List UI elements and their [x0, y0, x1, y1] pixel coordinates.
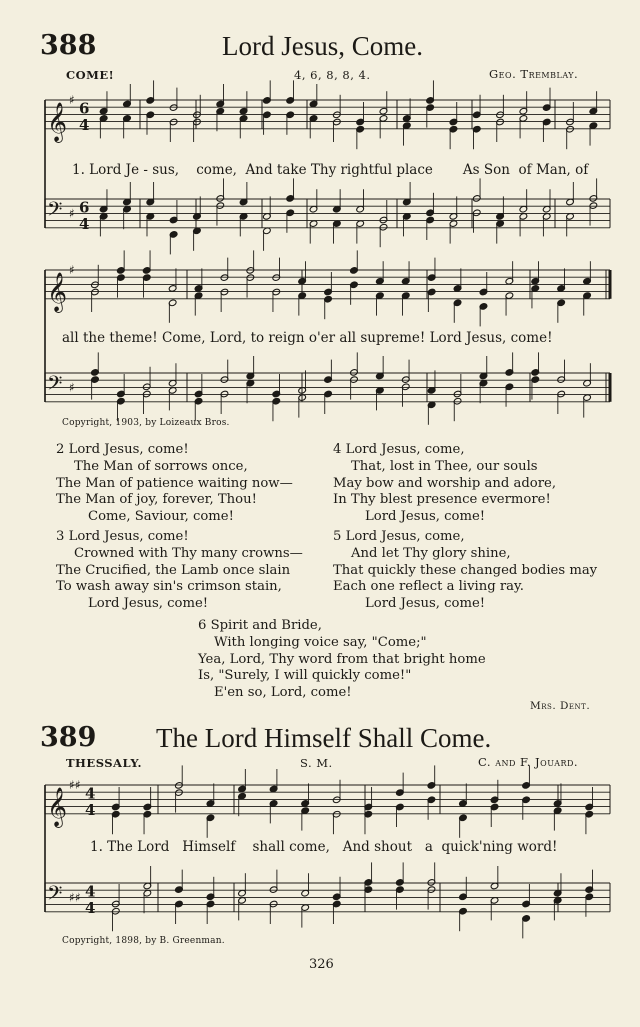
sharp-glyph: ♯ [69, 93, 75, 107]
hymn-number: 388 [40, 30, 97, 61]
verse-line: 2 Lord Jesus, come! [56, 442, 189, 457]
verse-line: Crowned with Thy many crowns— [74, 545, 303, 561]
time-signature-glyph: 4 [85, 882, 96, 901]
verse-line: Lord Jesus, come! [365, 509, 486, 525]
hymn-title: The Lord Himself Shall Come. [156, 723, 492, 753]
hymn-number: 389 [40, 722, 97, 753]
verse-line: The Crucified, the Lamb once slain [56, 562, 291, 578]
verse-line: The Man of joy, forever, Thou! [56, 492, 257, 508]
copyright: Copyright, 1898, by B. Greenman. [62, 936, 225, 946]
verse-line: In Thy blest presence evermore! [333, 492, 551, 508]
verse-line: Is, "Surely, I will quickly come!" [198, 668, 412, 684]
verse-6 [198, 618, 486, 702]
verse-line: To wash away sin's crimson stain, [56, 579, 282, 595]
lyric-line: 1. The Lord Himself shall come, And shout a quick'ning word! [90, 839, 558, 855]
sharp-glyph: ♯ [69, 890, 75, 905]
verse-line: Come, Saviour, come! [88, 509, 234, 525]
verse-line: Lord Jesus, come! [88, 596, 209, 612]
sharp-glyph: ♯ [69, 380, 75, 395]
verse-line: With longing voice say, "Come;" [214, 634, 427, 650]
verse-line: 6 Spirit and Bride, [198, 618, 322, 633]
verse-4 [333, 442, 556, 526]
meter: S. M. [300, 756, 333, 770]
tune-name: THESSALY. [66, 756, 143, 770]
sharp-glyph: ♯ [69, 263, 75, 277]
tune-name: COME! [66, 68, 115, 82]
verse-line: And let Thy glory shine, [351, 545, 511, 561]
hymn-title: Lord Jesus, Come. [222, 31, 423, 61]
sharp-glyph: ♯ [75, 890, 81, 905]
page-number: 326 [309, 957, 334, 972]
time-signature-glyph: 4 [85, 784, 96, 803]
composer: Geo. Tremblay. [489, 67, 579, 81]
time-signature-glyph: 6 [79, 198, 90, 217]
lyric-line: 1. Lord Je - sus, come, And take Thy rightful place As Son of Man, of [72, 162, 589, 178]
bass-clef-glyph: 𝄢 [47, 881, 63, 910]
verse-2 [56, 442, 293, 526]
bass-clef-glyph: 𝄢 [47, 371, 63, 400]
treble-clef-glyph: 𝄞 [47, 271, 68, 312]
time-signature-glyph: 4 [85, 800, 96, 819]
verse-line: The Man of sorrows once, [74, 458, 248, 474]
time-signature-glyph: 4 [85, 898, 96, 917]
verse-line: Lord Jesus, come! [365, 596, 486, 612]
composer: C. and F. Jouard. [478, 755, 579, 769]
verse-line: May bow and worship and adore, [333, 475, 557, 491]
copyright: Copyright, 1903, by Loizeaux Bros. [62, 418, 230, 428]
verse-line: 4 Lord Jesus, come, [333, 442, 465, 457]
verse-line: 3 Lord Jesus, come! [56, 529, 189, 544]
treble-clef-glyph: 𝄞 [47, 101, 68, 142]
verse-line: Yea, Lord, Thy word from that bright home [198, 651, 486, 667]
meter: 4, 6, 8, 8, 4. [294, 68, 371, 82]
author: Mrs. Dent. [530, 700, 591, 712]
verse-line: E'en so, Lord, come! [214, 685, 352, 701]
sharp-glyph: ♯ [69, 206, 75, 221]
bass-clef-glyph: 𝄢 [47, 197, 63, 226]
sharp-glyph: ♯ [69, 778, 75, 792]
verse-line: Each one reflect a living ray. [333, 579, 524, 595]
verse-line: That quickly these changed bodies may [333, 562, 598, 578]
verse-5 [333, 529, 597, 613]
time-signature-glyph: 4 [79, 115, 90, 134]
time-signature-glyph: 4 [79, 214, 90, 233]
lyric-line: all the theme! Come, Lord, to reign o'er all supreme! Lord Jesus, come! [62, 330, 553, 346]
verse-3 [56, 529, 303, 613]
time-signature-glyph: 6 [79, 99, 90, 118]
verse-line: That, lost in Thee, our souls [351, 458, 538, 474]
sharp-glyph: ♯ [75, 778, 81, 792]
verse-line: 5 Lord Jesus, come, [333, 529, 465, 544]
treble-clef-glyph: 𝄞 [47, 786, 68, 827]
verse-line: The Man of patience waiting now— [56, 475, 293, 491]
